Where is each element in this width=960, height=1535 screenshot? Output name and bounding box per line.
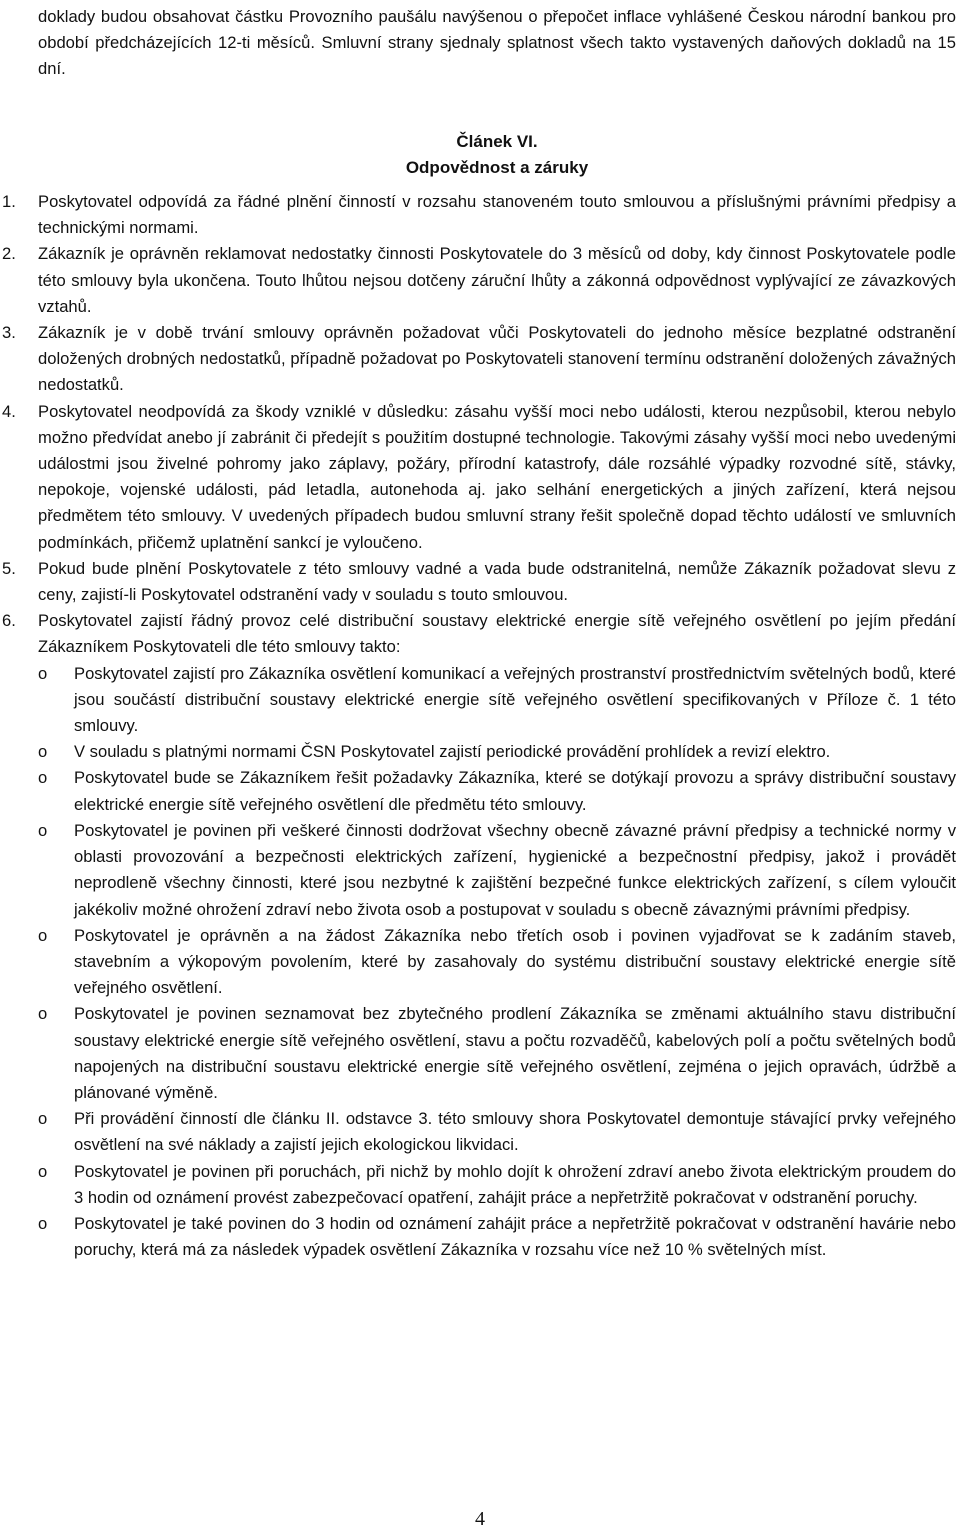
bullet-marker: o: [38, 1161, 48, 1181]
bullet-item: [38, 1001, 956, 1106]
bullet-text: Poskytovatel je povinen při veškeré činnosti dodržovat všechny obecně závazné právní předpisy a technické normy v oblasti provozování a bezpečnosti elektrických zařízení, hygienické a bezpečnostní předpisy, jakož i provádět neprodleně všechny činnosti, které jsou nezbytné k zajištění bezpečné funkce elektrických zařízení, s cílem vyloučit jakékoliv možné ohrožení zdraví nebo života osob a postupovat v souladu s obecně závaznými právními předpisy.: [74, 820, 956, 919]
item-text: Zákazník je oprávněn reklamovat nedostatky činnosti Poskytovatele do 3 měsíců od doby, kdy činnost Poskytovatele podle této smlouvy byla ukončena. Touto lhůtou nejsou dotčeny záruční lhůty a zákonná odpovědnost vyplývající ze závazkových vztahů.: [38, 244, 956, 316]
bullet-marker: o: [38, 663, 48, 683]
bullet-item: [38, 765, 956, 817]
bullet-item: [38, 1211, 956, 1263]
article-title: Článek VI.: [456, 131, 538, 151]
item-text: Pokud bude plnění Poskytovatele z této smlouvy vadné a vada bude odstranitelná, nemůže Zákazník požadovat slevu z ceny, zajistí-li Poskytovatel odstranění vady v souladu s touto smlouvou.: [38, 558, 956, 605]
item-number: 3.: [2, 323, 16, 343]
bullet-text: Poskytovatel je povinen seznamovat bez zbytečného prodlení Zákazníka se změnami aktuálního stavu distribuční soustavy elektrické energie sítě veřejného osvětlení, stavu a počtu rozvaděčů, kabelových polí a počtu světelných bodů napojených na distribuční soustavu elektrické energie sítě veřejného osvětlení, zejména o jejich opravách, údržbě a plánované výměně.: [74, 1004, 956, 1102]
item-number: 5.: [2, 558, 16, 578]
list-item-6: [2, 608, 956, 660]
bullet-marker: o: [38, 768, 48, 788]
item-number: 4.: [2, 401, 16, 421]
article-subtitle: Odpovědnost a záruky: [405, 157, 589, 177]
document-body: [2, 4, 956, 1263]
bullet-text: Poskytovatel je také povinen do 3 hodin od oznámení zahájit práce a nepřetržitě pokračovat v odstranění havárie nebo poruchy, která má za následek výpadek osvětlení Zákazníka v rozsahu více než 10 % světelných míst.: [74, 1213, 956, 1260]
bullet-marker: o: [38, 742, 48, 762]
item-text: Poskytovatel zajistí řádný provoz celé distribuční soustavy elektrické energie sítě veřejného osvětlení po jejím předání Zákazníkem Poskytovateli dle této smlouvy takto:: [38, 611, 956, 657]
bullet-item: [38, 1106, 956, 1158]
list-item-3: [2, 320, 956, 399]
numbered-list: [2, 189, 956, 661]
bullet-marker: o: [38, 925, 48, 945]
bullet-marker: o: [38, 820, 48, 840]
item-number: 2.: [2, 244, 16, 264]
bullet-item: [38, 739, 956, 765]
bullet-text: Poskytovatel bude se Zákazníkem řešit požadavky Zákazníka, které se dotýkají provozu a správy distribuční soustavy elektrické energie sítě veřejného osvětlení dle předmětu této smlouvy.: [74, 768, 956, 814]
item-number: 6.: [2, 611, 16, 631]
bullet-item: [38, 661, 956, 740]
bullet-text: Při provádění činností dle článku II. odstavce 3. této smlouvy shora Poskytovatel demontuje stávající prvky veřejného osvětlení na své náklady a zajistí jejich ekologickou likvidaci.: [74, 1109, 956, 1155]
bullet-marker: o: [38, 1004, 48, 1024]
bullet-item: [38, 818, 956, 923]
bullet-text: V souladu s platnými normami ČSN Poskytovatel zajistí periodické provádění prohlídek a revizí elektro.: [74, 742, 831, 762]
list-item-1: [2, 189, 956, 241]
bullet-marker: o: [38, 1213, 48, 1233]
bullet-text: Poskytovatel je oprávněn a na žádost Zákazníka nebo třetích osob i povinen vyjadřovat se k zadáním staveb, stavebním a výkopovým povolením, které by zasahovaly do systému distribuční soustavy elektrické energie sítě veřejného osvětlení.: [74, 925, 956, 998]
bullet-text: Poskytovatel zajistí pro Zákazníka osvětlení komunikací a veřejných prostranství prostřednictvím světelných bodů, které jsou součástí distribuční soustavy elektrické energie sítě veřejného osvětlení specifikovaných v Příloze č. 1 této smlouvy.: [74, 663, 956, 736]
bullet-item: [38, 1159, 956, 1211]
item-text: Poskytovatel odpovídá za řádné plnění činností v rozsahu stanoveném touto smlouvou a příslušnými právními předpisy a technickými normami.: [38, 192, 956, 238]
bullet-list: [38, 661, 956, 1264]
list-item-5: [2, 556, 956, 608]
list-item-2: [2, 241, 956, 320]
bullet-marker: o: [38, 1109, 48, 1129]
item-text: Zákazník je v době trvání smlouvy oprávněn požadovat vůči Poskytovateli do jednoho měsíce bezplatné odstranění doložených drobných nedostatků, případně požadovat po Poskytovateli stanovení termínu odstranění doložených závažných nedostatků.: [38, 323, 956, 395]
item-number: 1.: [2, 192, 16, 212]
page-number: 4: [475, 1508, 485, 1530]
list-item-4: [2, 399, 956, 556]
bullet-text: Poskytovatel je povinen při poruchách, při nichž by mohlo dojít k ohrožení zdraví anebo života elektrickým proudem do 3 hodin od oznámení provést zabezpečovací opatření, zahájit práce a nepřetržitě pokračovat v odstranění poruchy.: [74, 1161, 956, 1207]
item-text: Poskytovatel neodpovídá za škody vzniklé v důsledku: zásahu vyšší moci nebo události, kterou nezpůsobil, kterou nebylo možno předvídat anebo jí zabránit či předejít s použitím dostupné technologie. Takovými zásahy vyšší moci nebo uvedenými událostmi jsou živelné pohromy jako záplavy, požáry, přírodní katastrofy, dále rozsáhlé výpadky rozvodné sítě, stávky, nepokoje, vojenské události, pád letadla, autonehoda aj. jako selhání energetických a jiných zařízení, která nejsou předmětem této smlouvy. V uvedených případech budou smluvní strany řešit společně dopad těchto událostí ve smluvních podmínkách, přičemž uplatnění sankcí je vyloučeno.: [38, 401, 956, 552]
bullet-item: [38, 923, 956, 1002]
intro-paragraph: doklady budou obsahovat částku Provozního paušálu navýšenou o přepočet inflace vyhlášené Českou národní bankou pro období předcházejících 12-ti měsíců. Smluvní strany sjednaly splatnost všech takto vystavených daňových dokladů na 15 dní.: [38, 7, 956, 79]
